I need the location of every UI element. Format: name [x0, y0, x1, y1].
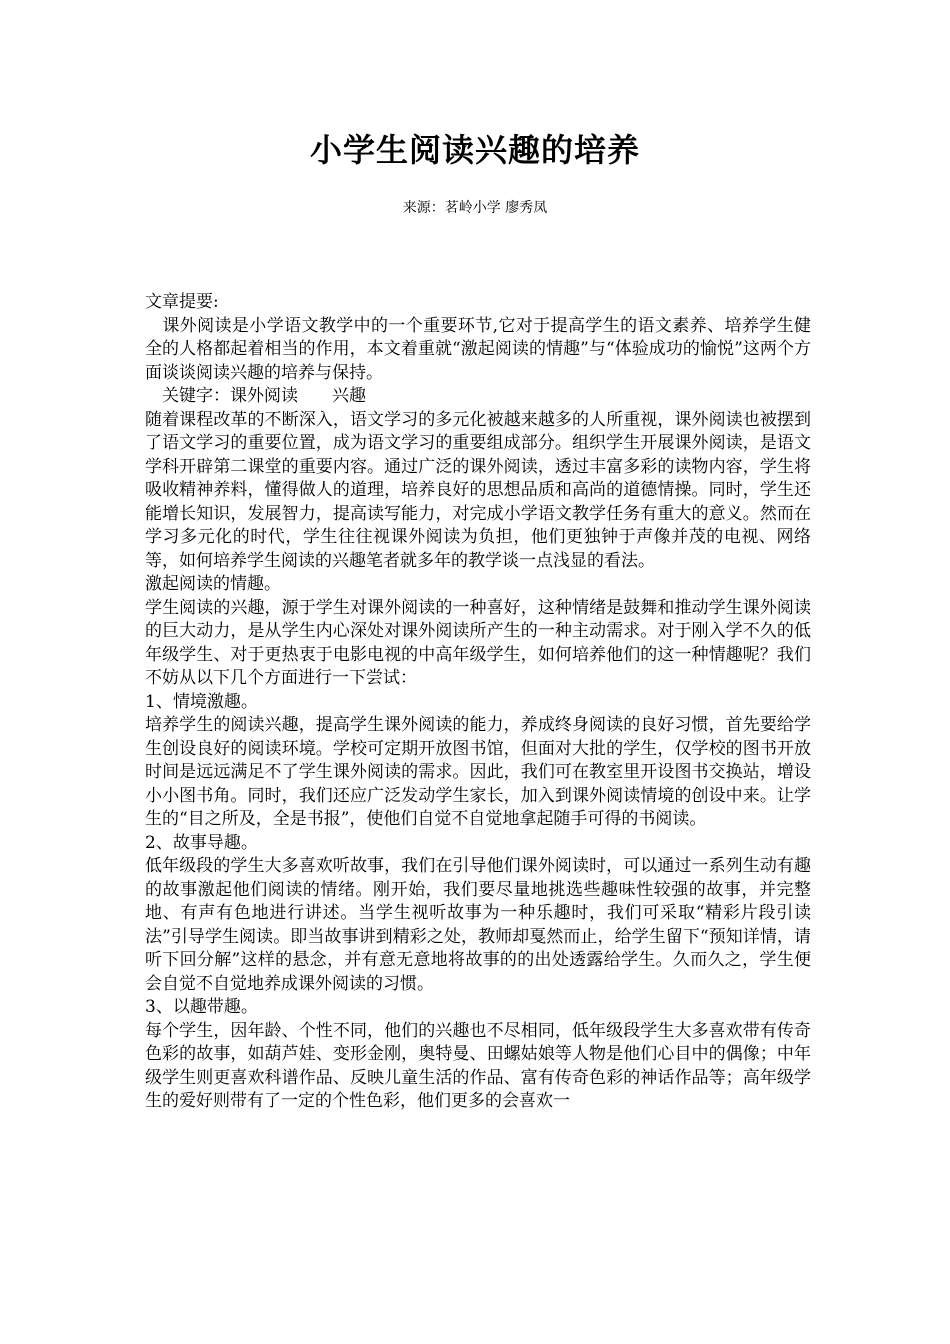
body-paragraph: 学生阅读的兴趣，源于学生对课外阅读的一种喜好，这种情绪是鼓舞和推动学生课外阅读的巨大动力，是从学生内心深处对课外阅读所产生的一种主动需求。对于刚入学不久的低年级学生、对于更热衷于电影电视的中高年级学生，如何培养他们的这一种情趣呢？我们不妨从以下几个方面进行一下尝试： [145, 597, 811, 688]
keywords-line: 关键字：课外阅读 兴趣 [145, 386, 366, 406]
body-paragraph: 低年级段的学生大多喜欢听故事，我们在引导他们课外阅读时，可以通过一系列生动有趣的故事激起他们阅读的情绪。刚开始，我们要尽量地挑选些趣味性较强的故事，并完整地、有声有色地进行讲述。当学生视听故事为一种乐趣时，我们可采取“精彩片段引读法”引导学生阅读。即当故事讲到精彩之处，教师却戛然而止，给学生留下“预知详情，请听下回分解”这样的悬念，并有意无意地将故事的的出处透露给学生。久而久之，学生便会自觉不自觉地养成课外阅读的习惯。 [145, 856, 811, 994]
subsection-heading: 1、情境激趣。 [145, 691, 258, 712]
section-heading: 激起阅读的情趣。 [145, 574, 281, 594]
subsection-heading: 2、故事导趣。 [145, 832, 258, 853]
body-paragraph: 培养学生的阅读兴趣，提高学生课外阅读的能力，养成终身阅读的良好习惯，首先要给学生创设良好的阅读环境。学校可定期开放图书馆，但面对大批的学生，仅学校的图书开放时间是远远满足不了学生课外阅读的需求。因此，我们可在教室里开设图书交换站，增设小小图书角。同时，我们还应广泛发动学生家长，加入到课外阅读情境的创设中来。让学生的“目之所及，全是书报”，使他们自觉不自觉地拿起随手可得的书阅读。 [145, 715, 811, 829]
abstract-heading: 文章提要: [145, 292, 219, 312]
document-body [145, 291, 811, 1114]
intro-paragraph: 随着课程改革的不断深入，语文学习的多元化被越来越多的人所重视，课外阅读也被摆到了语文学习的重要位置，成为语文学习的重要组成部分。组织学生开展课外阅读，是语文学科开辟第二课堂的重要内容。通过广泛的课外阅读，透过丰富多彩的读物内容，学生将吸收精神养料，懂得做人的道理，培养良好的思想品质和高尚的道德情操。同时，学生还能增长知识，发展智力，提高读写能力，对完成小学语文教学任务有重大的意义。然而在学习多元化的时代，学生往往视课外阅读为负担，他们更独钟于声像并茂的电视、网络等，如何培养学生阅读的兴趣笔者就多年的教学谈一点浅显的看法。 [145, 409, 811, 571]
document-title: 小学生阅读兴趣的培养 [309, 131, 640, 169]
abstract-paragraph: 课外阅读是小学语文教学中的一个重要环节,它对于提高学生的语文素养、培养学生健全的人格都起着相当的作用，本文着重就“激起阅读的情趣”与“体验成功的愉悦”这两个方面谈谈阅读兴趣的培养与保持。 [145, 315, 811, 383]
subsection-heading: 3、以趣带趣。 [145, 997, 258, 1017]
body-paragraph: 每个学生，因年龄、个性不同，他们的兴趣也不尽相同，低年级段学生大多喜欢带有传奇色彩的故事，如葫芦娃、变形金刚，奥特曼、田螺姑娘等人物是他们心目中的偶像；中年级学生则更喜欢科谱作品、反映儿童生活的作品、富有传奇色彩的神话作品等；高年级学生的爱好则带有了一定的个性色彩，他们更多的会喜欢一 [145, 1020, 811, 1111]
document-source: 来源：茗岭小学 廖秀凤 [402, 200, 548, 216]
